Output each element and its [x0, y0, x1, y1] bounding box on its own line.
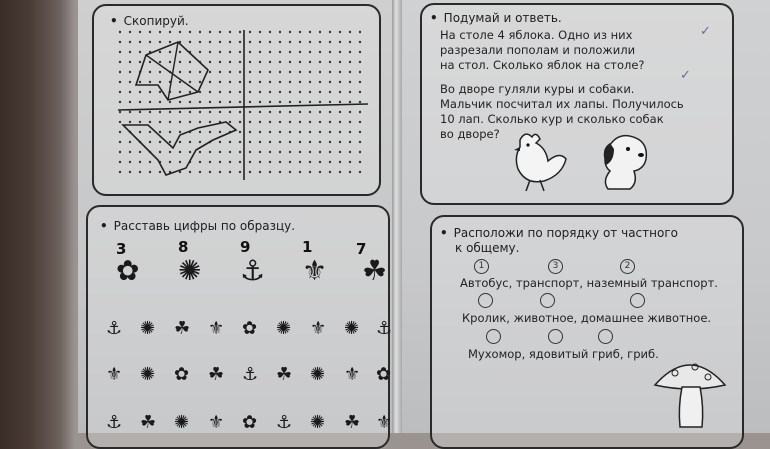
order-row-text: Мухомор, ядовитый гриб, гриб. — [468, 347, 659, 361]
order-exercise-title-cont: к общему. — [455, 241, 520, 255]
anchor-icon: ⚓ — [376, 318, 393, 339]
gear-icon: ✺ — [310, 364, 326, 385]
order-mark-circle[interactable] — [598, 329, 613, 344]
gear-icon: ✺ — [276, 318, 292, 339]
fleur-icon: ⚜ — [106, 364, 123, 385]
order-mark-circle[interactable]: 3 — [548, 259, 563, 274]
clover-icon: ☘ — [362, 254, 388, 287]
problem1-line: разрезали пополам и положили — [440, 43, 636, 57]
fleur-icon: ⚜ — [302, 254, 328, 287]
problem2-line: во дворе? — [440, 127, 500, 141]
problem2-line: Во дворе гуляли куры и собаки. — [440, 82, 635, 96]
problem2-line: 10 лап. Сколько кур и сколько собак — [440, 112, 664, 126]
order-mark-circle[interactable] — [630, 293, 645, 308]
order-row-text: Кролик, животное, домашнее животное. — [462, 311, 712, 325]
gear-icon: ✺ — [310, 412, 326, 433]
copy-shapes — [118, 30, 368, 180]
flower-icon: ✿ — [116, 254, 140, 287]
mushroom-illustration-icon — [650, 355, 730, 433]
gear-icon: ✺ — [140, 318, 156, 339]
digits-exercise-title: • Расставь цифры по образцу. — [100, 219, 296, 233]
anchor-icon: ⚓ — [106, 412, 123, 433]
flower-icon: ✿ — [376, 364, 392, 385]
clover-icon: ☘ — [208, 364, 225, 385]
gear-icon: ✺ — [140, 364, 156, 385]
fleur-icon: ⚜ — [310, 318, 327, 339]
clover-icon: ☘ — [276, 364, 293, 385]
clover-icon: ☘ — [344, 412, 361, 433]
key-digit: 8 — [178, 238, 189, 256]
anchor-icon: ⚓ — [240, 254, 266, 287]
anchor-icon: ⚓ — [276, 412, 293, 433]
fleur-icon: ⚜ — [208, 412, 225, 433]
key-digit: 9 — [240, 238, 251, 256]
book-spine — [392, 0, 402, 433]
copy-exercise-title: • Скопируй. — [110, 14, 189, 28]
hen-illustration-icon — [500, 125, 570, 195]
fleur-icon: ⚜ — [208, 318, 225, 339]
key-digit: 3 — [116, 240, 127, 258]
order-mark-circle[interactable] — [486, 329, 501, 344]
symbol-grid — [96, 254, 393, 436]
gear-icon: ✺ — [178, 254, 202, 287]
problem1-line: На столе 4 яблока. Одно из них — [440, 28, 633, 42]
dog-illustration-icon — [595, 125, 665, 195]
order-mark-circle[interactable] — [548, 329, 563, 344]
flower-icon: ✿ — [174, 364, 190, 385]
anchor-icon: ⚓ — [242, 364, 259, 385]
order-mark-circle[interactable] — [478, 293, 493, 308]
pencil-check-icon: ✓ — [700, 24, 711, 39]
gear-icon: ✺ — [344, 318, 360, 339]
problem1-line: на стол. Сколько яблок на столе? — [440, 58, 645, 72]
key-digit: 1 — [302, 238, 313, 256]
clover-icon: ☘ — [174, 318, 191, 339]
order-mark-circle[interactable] — [540, 293, 555, 308]
pencil-check-icon: ✓ — [680, 68, 691, 83]
gear-icon: ✺ — [174, 412, 190, 433]
order-row-text: Автобус, транспорт, наземный транспорт. — [460, 276, 718, 290]
anchor-icon: ⚓ — [106, 318, 123, 339]
think-exercise-title: • Подумай и ответь. — [430, 11, 562, 25]
order-mark-circle[interactable]: 1 — [474, 259, 489, 274]
problem2-line: Мальчик посчитал их лапы. Получилось — [440, 97, 684, 111]
clover-icon: ☘ — [140, 412, 157, 433]
fleur-icon: ⚜ — [376, 412, 393, 433]
fleur-icon: ⚜ — [344, 364, 361, 385]
key-digit: 7 — [356, 240, 367, 258]
flower-icon: ✿ — [242, 412, 258, 433]
order-exercise-title: • Расположи по порядку от частного — [440, 226, 678, 240]
flower-icon: ✿ — [242, 318, 258, 339]
order-mark-circle[interactable]: 2 — [620, 259, 635, 274]
